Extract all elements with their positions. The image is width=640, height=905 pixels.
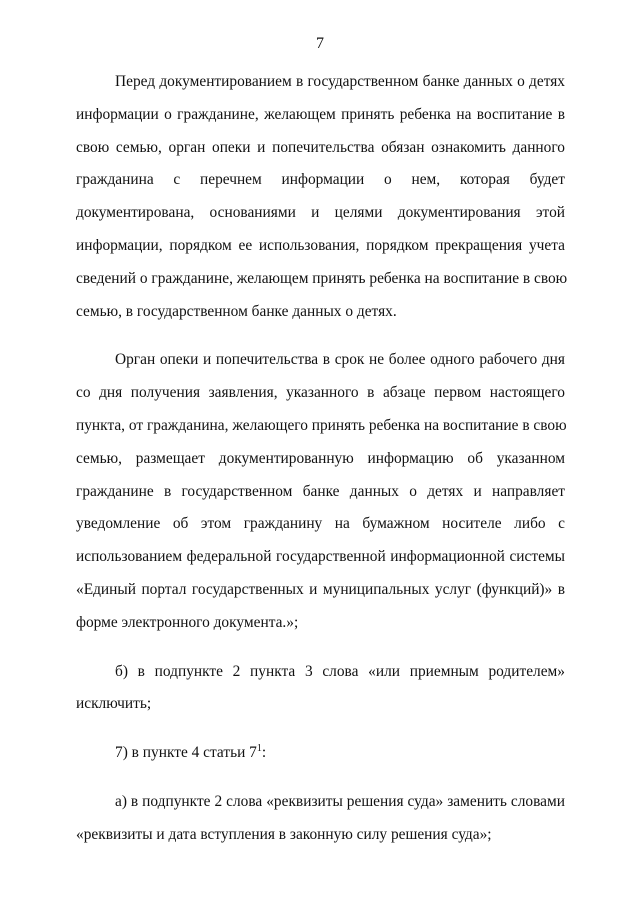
text-line: пункта, от гражданина, желающего принять ребенка на воспитание в свою xyxy=(76,416,567,434)
text-line: информации, порядком ее использования, порядком прекращения учета xyxy=(76,236,565,254)
text-line: «Единый портал государственных и муниципальных услуг (функций)» в xyxy=(76,580,565,598)
text-line: «реквизиты и дата вступления в законную силу решения суда»; xyxy=(76,825,492,843)
text-line: семью, размещает документированную информацию об указанном xyxy=(76,449,565,467)
text-line: б) в подпункте 2 пункта 3 слова «или приемным родителем» xyxy=(115,662,565,680)
text-line: а) в подпункте 2 слова «реквизиты решения суда» заменить словами xyxy=(115,792,565,810)
text-line: уведомление об этом гражданину на бумажном носителе либо с xyxy=(76,515,565,533)
paragraph xyxy=(76,737,565,770)
document-body xyxy=(76,66,568,868)
paragraph xyxy=(76,344,565,639)
text-line xyxy=(76,737,565,770)
text-line: Перед документированием в государственном банке данных о детях xyxy=(115,73,565,90)
text-line: свою семью, орган опеки и попечительства обязан ознакомить данного xyxy=(76,138,565,156)
text-line: форме электронного документа.»; xyxy=(76,613,299,631)
page-number: 7 xyxy=(316,35,324,52)
paragraph xyxy=(76,786,565,852)
paragraph xyxy=(76,656,565,722)
text-segment: : xyxy=(261,744,267,762)
superscript: 1 xyxy=(256,743,262,755)
text-line: исключить; xyxy=(76,695,152,713)
text-line: использованием федеральной государственной информационной системы xyxy=(76,548,565,566)
text-line: документирована, основаниями и целями документирования этой xyxy=(76,204,565,222)
text-line: семью, в государственном банке данных о детях. xyxy=(76,302,397,320)
text-line: сведений о гражданине, желающем принять ребенка на воспитание в свою xyxy=(76,269,568,287)
text-line: со дня получения заявления, указанного в абзаце первом настоящего xyxy=(76,384,565,402)
text-line: Орган опеки и попечительства в срок не более одного рабочего дня xyxy=(115,351,565,369)
text-line: гражданине в государственном банке данных о детях и направляет xyxy=(76,482,565,500)
text-line: гражданина с перечнем информации о нем, которая будет xyxy=(76,171,565,189)
paragraph xyxy=(76,66,568,328)
text-line: информации о гражданине, желающем принять ребенка на воспитание в xyxy=(76,105,565,123)
text-segment: 7) в пункте 4 статьи 7 xyxy=(115,744,257,762)
